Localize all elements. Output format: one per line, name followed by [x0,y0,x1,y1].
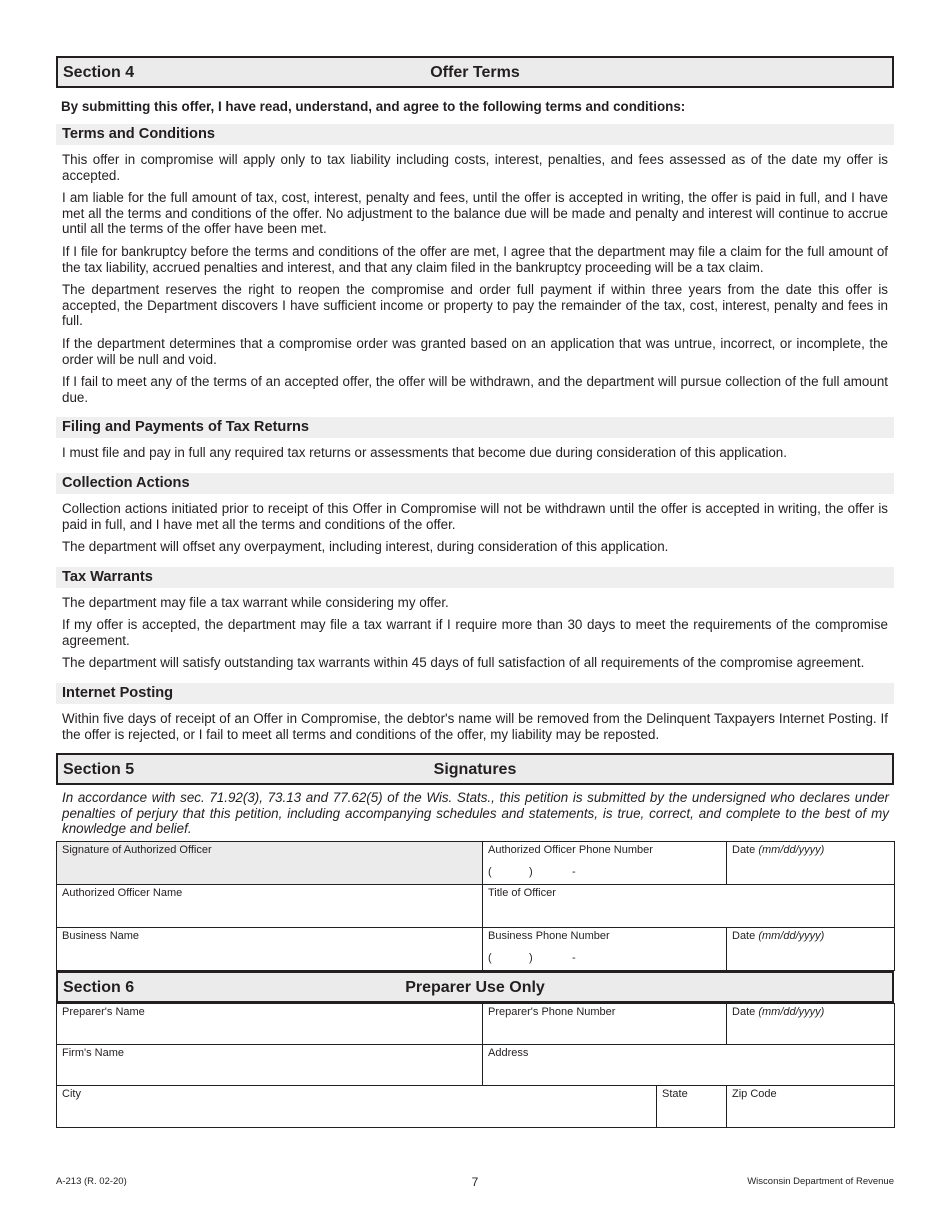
officer-title-field[interactable] [483,885,895,928]
terms-paragraph: I am liable for the full amount of tax, cost, interest, penalty and fees, until the offer is accepted in writing, the offer is paid in full, and I have met all the terms and conditions of the offer. No adjustment to the balance due will be made and penalty and interest will continue to accrue until all the terms of the offer have been met. [62,190,888,237]
signature-table [56,841,895,971]
section-6-number: Section 6 [63,979,135,997]
agency-name: Wisconsin Department of Revenue [747,1176,894,1187]
signature-label: Signature of Authorized Officer [62,844,212,857]
form-page [56,56,894,1128]
date-label: Date [732,930,756,943]
filing-paragraph: I must file and pay in full any required tax returns or assessments that become due during consideration of this application. [62,445,787,461]
state-label: State [662,1088,688,1101]
terms-paragraph: If I fail to meet any of the terms of an accepted offer, the offer will be withdrawn, and the department will pursue collection of the full amount due. [62,374,888,405]
preparer-table [56,1003,895,1128]
warrants-heading: Tax Warrants [56,567,894,588]
terms-paragraph: The department reserves the right to reopen the compromise and order full payment if within three years from the date this offer is accepted, the Department discovers I have sufficient income or property to pay the remainder of the tax, cost, interest, penalty and fees in full. [62,282,888,329]
terms-paragraph: This offer in compromise will apply only to tax liability including costs, interest, penalties, and fees assessed as of the date my offer is accepted. [62,152,888,183]
officer-phone-field[interactable] [483,842,727,885]
city-field[interactable] [57,1086,657,1128]
firm-name-field[interactable] [57,1045,483,1086]
section-5-title: Signatures [433,761,517,779]
business-phone-format: ( ) - [488,952,576,965]
preparer-name-field[interactable] [57,1004,483,1045]
zip-field[interactable] [727,1086,895,1128]
section-5-header [56,753,894,785]
signature-field[interactable] [57,842,483,885]
form-id: A-213 (R. 02-20) [56,1176,127,1187]
section-6-title: Preparer Use Only [405,979,545,997]
preparer-phone-label: Preparer's Phone Number [488,1006,616,1019]
preparer-phone-field[interactable] [483,1004,727,1045]
terms-conditions-heading: Terms and Conditions [56,124,894,145]
officer-phone-format: ( ) - [488,866,576,879]
business-name-label: Business Name [62,930,140,943]
section-6-header [56,971,894,1003]
firm-name-label: Firm's Name [62,1047,124,1060]
state-field[interactable] [657,1086,727,1128]
date-format: (mm/dd/yyyy) [758,1006,825,1019]
business-phone-field[interactable] [483,928,727,971]
section-4-header [56,56,894,88]
filing-heading: Filing and Payments of Tax Returns [56,417,894,438]
terms-paragraph: If I file for bankruptcy before the terms and conditions of the offer are met, I agree that the department may file a claim for the full amount of the tax liability, accrued penalties and interest, and that any claim filed in the bankruptcy proceeding will be a tax claim. [62,243,888,275]
date-format: (mm/dd/yyyy) [758,930,825,943]
terms-paragraph: If the department determines that a compromise order was granted based on an application that was untrue, incorrect, or incomplete, the order will be null and void. [62,335,888,367]
terms-intro: By submitting this offer, I have read, understand, and agree to the following terms and conditions: [61,99,686,114]
city-label: City [62,1088,81,1101]
business-name-field[interactable] [57,928,483,971]
date-label: Date [732,1006,756,1019]
perjury-declaration: In accordance with sec. 71.92(3), 73.13 and 77.62(5) of the Wis. Stats., this petition is submitted by the undersigned who declares under penalties of perjury that this petition, including accompanying schedules and statements, is true, correct, and complete to the best of my knowledge and belief. [62,790,889,837]
officer-phone-label: Authorized Officer Phone Number [488,844,653,857]
officer-name-field[interactable] [57,885,483,928]
business-phone-label: Business Phone Number [488,930,610,943]
officer-name-label: Authorized Officer Name [62,887,183,900]
collection-heading: Collection Actions [56,473,894,494]
section-4-number: Section 4 [63,64,135,81]
warrants-paragraph: The department may file a tax warrant while considering my offer. [62,594,449,610]
section-4-title: Offer Terms [430,64,520,81]
business-date-field[interactable] [727,928,895,971]
zip-label: Zip Code [732,1088,777,1101]
officer-title-label: Title of Officer [488,887,556,900]
address-label: Address [488,1047,529,1060]
preparer-name-label: Preparer's Name [62,1006,145,1019]
section-5-number: Section 5 [63,761,135,779]
date-label: Date [732,844,756,857]
warrants-paragraph: The department will satisfy outstanding tax warrants within 45 days of full satisfaction of all requirements of the compromise agreement. [62,655,865,671]
date-format: (mm/dd/yyyy) [758,844,825,857]
collection-paragraph: The department will offset any overpayment, including interest, during consideration of this application. [62,539,669,555]
address-field[interactable] [483,1045,895,1086]
warrants-paragraph: If my offer is accepted, the department may file a tax warrant if I require more than 30 days to meet the requirements of the compromise agreement. [62,617,888,648]
internet-heading: Internet Posting [56,683,894,704]
officer-date-field[interactable] [727,842,895,885]
preparer-date-field[interactable] [727,1004,895,1045]
collection-paragraph: Collection actions initiated prior to receipt of this Offer in Compromise will not be withdrawn until the offer is accepted in writing, the offer is paid in full, and I have met all the terms and conditions of the offer. [62,500,888,532]
internet-paragraph: Within five days of receipt of an Offer in Compromise, the debtor's name will be removed from the Delinquent Taxpayers Internet Posting. If the offer is rejected, or I fail to meet all terms and conditions of the offer, my liability may be reposted. [62,711,888,742]
page-number: 7 [471,1175,479,1189]
